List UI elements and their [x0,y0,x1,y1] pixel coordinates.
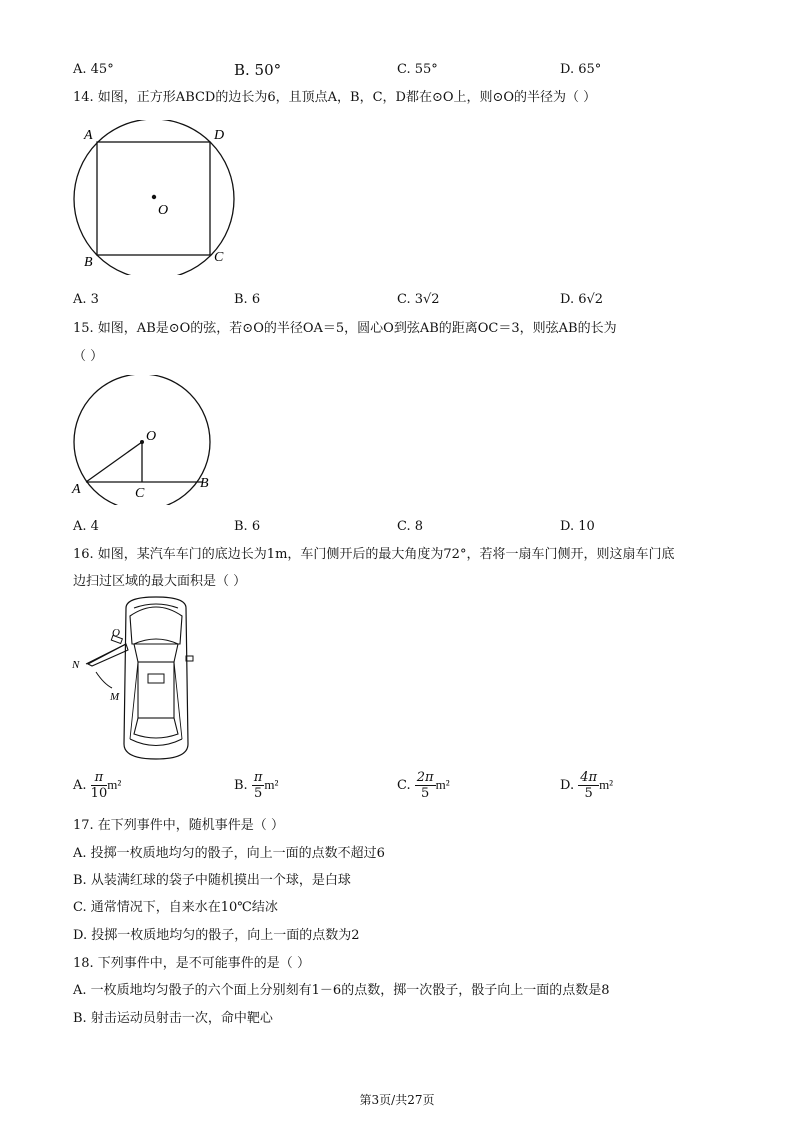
q14-option-d: D. 6√2 [560,292,604,307]
q16-option-b-den: 5 [253,786,263,801]
q14-figure [70,120,245,275]
q15-radius-oa [86,442,142,482]
q14-label-d: D [214,128,225,143]
q16-option-d-num: 4π [580,770,598,785]
q17-option-b: B. 从装满红球的袋子中随机摸出一个球，是白球 [73,873,351,888]
q13-option-c: C. 55° [397,62,438,77]
q16-figure [68,594,198,764]
q16-option-a-prefix: A. [73,778,87,793]
q16-option-b-num: π [253,770,263,785]
q17-option-a: A. 投掷一枚质地均匀的骰子，向上一面的点数不超过6 [73,846,385,861]
q16-option-c-unit: m² [435,777,450,792]
q17-option-d: D. 投掷一枚质地均匀的骰子，向上一面的点数为2 [73,928,360,943]
q15-figure [68,375,218,505]
q15-center-dot [140,440,144,444]
q18-option-a: A. 一枚质地均匀骰子的六个面上分别刻有1－6的点数，掷一次骰子，骰子向上一面的点数是8 [73,983,610,998]
q16-rear-window [134,718,178,738]
q16-roof [138,662,174,718]
q15-label-a: A [72,482,81,497]
q16-label-n: N [72,659,80,671]
q15-option-b: B. 6 [234,519,261,534]
q16-option-d [560,770,613,801]
q16-option-c-fraction [415,770,436,801]
q16-stem-line1: 16. 如图，某汽车车门的底边长为1m，车门侧开后的最大角度为72°，若将一扇车门侧开，则这扇车门底 [73,547,675,562]
q15-label-b: B [200,476,209,491]
q14-option-a: A. 3 [73,292,99,307]
q14-stem: 14. 如图，正方形ABCD的边长为6，且顶点A，B，C，D都在⊙O上，则⊙O的半径为（ ） [73,90,597,105]
q18-stem: 18. 下列事件中，是不可能事件的是（ ） [73,956,310,971]
q14-label-o: O [158,203,169,218]
q16-windshield [134,639,178,662]
q16-option-c-den: 5 [421,786,430,801]
q15-option-d: D. 10 [560,519,595,534]
q16-option-d-den: 5 [584,786,593,801]
q16-option-c [397,770,450,801]
q16-option-c-num: 2π [416,770,434,785]
q14-option-b: B. 6 [234,292,261,307]
q16-option-d-fraction [578,770,599,801]
q14-option-c: C. 3√2 [397,292,440,307]
q16-option-a [73,770,121,801]
q16-stem-line2: 边扫过区域的最大面积是（ ） [73,574,247,589]
q16-label-m: M [110,691,120,703]
q16-option-c-prefix: C. [397,778,411,793]
q16-option-a-den: 10 [90,786,108,801]
q16-sweep-arc [96,672,112,688]
q16-option-d-unit: m² [599,777,614,792]
q16-car-body [124,597,188,759]
q15-label-o: O [146,429,157,444]
q16-open-door [88,644,128,666]
q16-option-b-fraction [252,770,265,801]
q18-option-b: B. 射击运动员射击一次，命中靶心 [73,1011,273,1026]
q15-stem-line2: （ ） [73,349,104,364]
q15-stem-line1: 15. 如图，AB是⊙O的弦，若⊙O的半径OA＝5，圆心O到弦AB的距离OC＝3，则弦AB的长为 [73,321,617,336]
q15-label-c: C [135,486,145,501]
q13-option-a: A. 45° [73,62,114,77]
q16-option-a-num: π [91,770,108,786]
q14-center-dot [152,195,156,199]
q14-label-c: C [214,250,224,265]
q14-label-a: A [84,128,93,143]
q15-option-a: A. 4 [73,519,99,534]
q16-option-b [234,770,278,801]
q16-option-b-prefix: B. [234,778,248,793]
q16-roof-box [148,674,164,683]
q17-option-c: C. 通常情况下，自来水在10℃结冰 [73,900,278,915]
q13-option-b: B. 50° [234,61,282,79]
q13-option-d: D. 65° [560,62,602,77]
q14-label-b: B [84,255,93,270]
page-number-footer: 第3页/共27页 [359,1093,435,1107]
q17-stem: 17. 在下列事件中，随机事件是（ ） [73,818,284,833]
q16-option-a-unit: m² [107,777,122,792]
q16-option-d-prefix: D. [560,778,575,793]
q16-label-o: O [112,627,120,639]
q16-option-a-fraction [91,770,108,801]
q15-option-c: C. 8 [397,519,424,534]
q16-option-b-unit: m² [264,777,279,792]
